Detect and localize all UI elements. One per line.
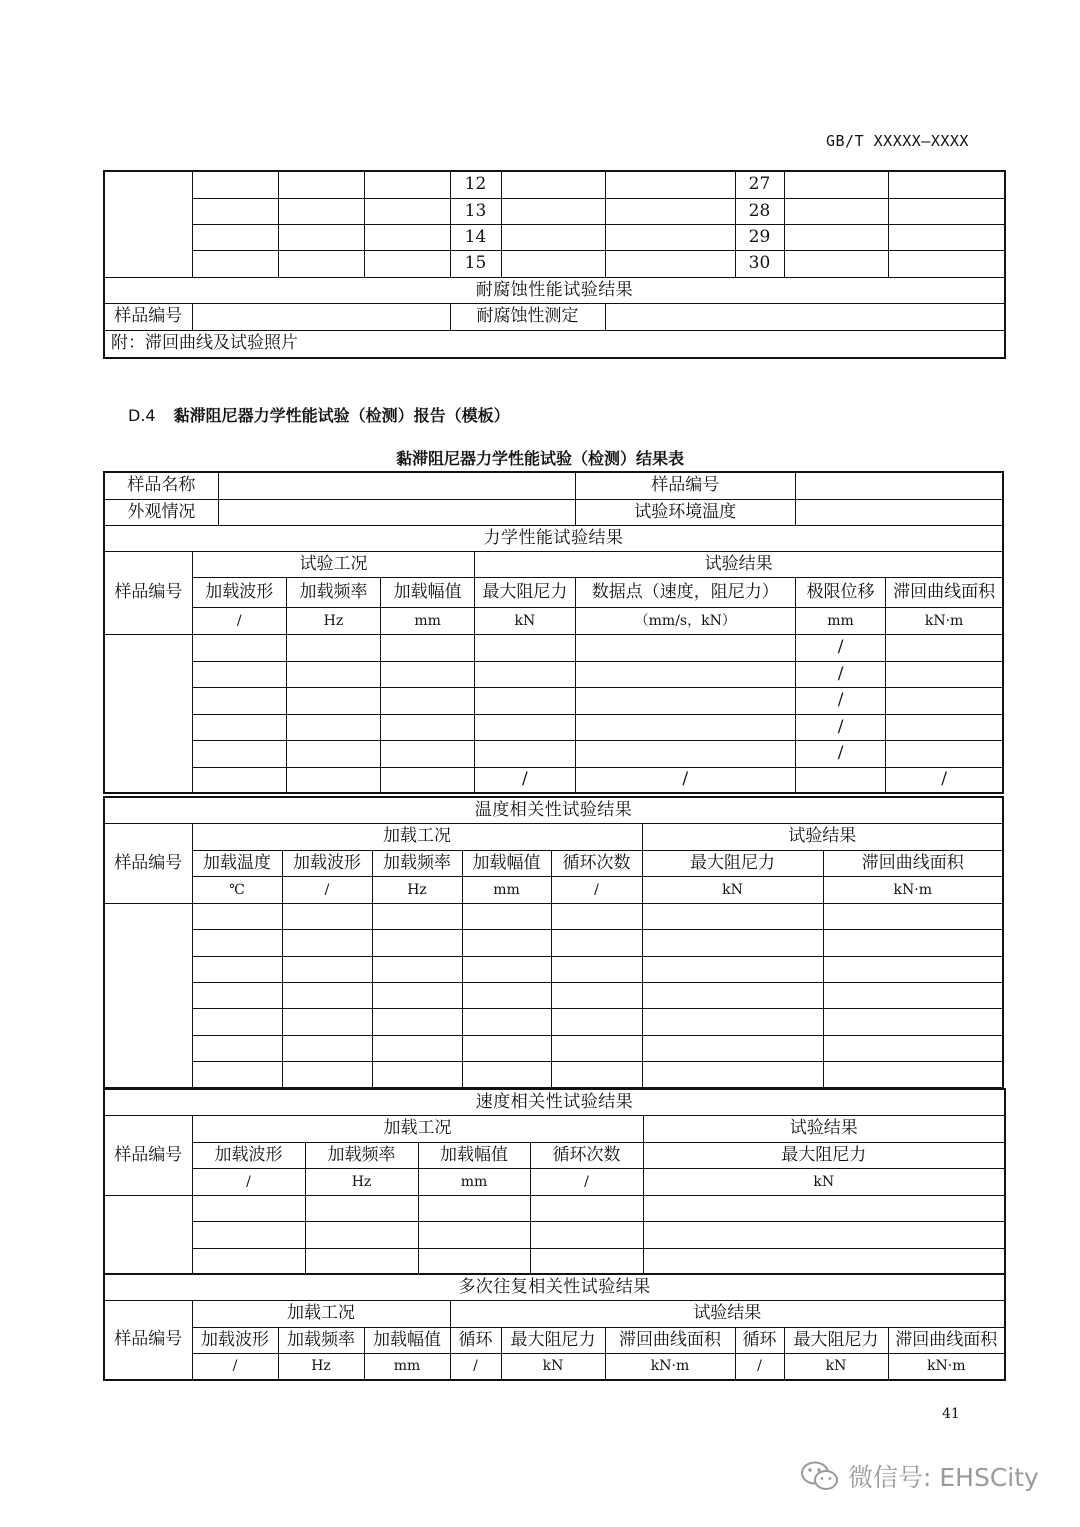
table-row (104, 1221, 1005, 1248)
col-header: 加载频率 (372, 850, 462, 876)
unit-cell: / (735, 1353, 784, 1380)
table-row (104, 634, 1003, 661)
col-header: 滞回曲线面积 (823, 850, 1003, 876)
col-header: 循环 (735, 1327, 784, 1353)
attachment-note: 附：滞回曲线及试验照片 (104, 330, 1005, 358)
slash-cell: / (795, 714, 885, 740)
unit-cell: / (282, 876, 372, 903)
col-header: 循环 (450, 1327, 501, 1353)
col-header: 加载波形 (282, 850, 372, 876)
col-header: 加载频率 (305, 1142, 418, 1168)
col-header: 数据点（速度，阻尼力） (575, 577, 795, 607)
table-row (104, 171, 1005, 198)
unit-cell: ℃ (192, 876, 282, 903)
result-header: 试验结果 (643, 1115, 1005, 1142)
mech-section-title: 力学性能试验结果 (104, 525, 1003, 551)
table-row (104, 956, 1003, 982)
condition-header: 加载工况 (192, 1300, 450, 1327)
table-row (104, 740, 1003, 767)
unit-cell: mm (462, 876, 551, 903)
slash-cell: / (886, 767, 1003, 793)
row-number: 29 (735, 224, 784, 250)
col-header: 滞回曲线面积 (888, 1327, 1005, 1353)
col-header: 加载幅值 (462, 850, 551, 876)
result-header: 试验结果 (475, 551, 1003, 577)
col-header: 加载波形 (192, 1142, 305, 1168)
speed-results-table (103, 1088, 1006, 1275)
table-row (104, 1248, 1005, 1274)
multi-cycle-results-table (103, 1273, 1006, 1381)
slash-cell: / (795, 740, 885, 767)
unit-cell: / (192, 607, 286, 634)
section-heading (128, 403, 510, 426)
corrosion-section-title: 耐腐蚀性能试验结果 (104, 277, 1005, 303)
unit-cell: kN·m (823, 876, 1003, 903)
table-row (104, 198, 1005, 224)
col-header: 加载幅值 (418, 1142, 530, 1168)
speed-section-title: 速度相关性试验结果 (104, 1089, 1005, 1115)
col-header: 滞回曲线面积 (605, 1327, 735, 1353)
col-header: 滞回曲线面积 (886, 577, 1003, 607)
corrosion-measure-label: 耐腐蚀性测定 (450, 303, 605, 330)
row-number: 15 (450, 250, 501, 277)
sample-no-label: 样品编号 (104, 303, 192, 330)
row-number: 27 (735, 171, 784, 198)
col-header: 加载温度 (192, 850, 282, 876)
watermark-text: 微信号: EHSCity (848, 1463, 1039, 1492)
standard-number: GB/T XXXXX—XXXX (826, 132, 969, 150)
col-header: 循环次数 (551, 850, 642, 876)
unit-cell: kN (501, 1353, 605, 1380)
row-number: 12 (450, 171, 501, 198)
unit-cell: mm (418, 1168, 530, 1195)
section-number: D.4 (128, 406, 156, 425)
table-row (104, 767, 1003, 793)
sample-no-label: 样品编号 (104, 551, 192, 634)
unit-cell: kN (643, 1168, 1005, 1195)
col-header: 最大阻尼力 (642, 850, 823, 876)
unit-cell: / (551, 876, 642, 903)
sample-no-label: 样品编号 (104, 823, 192, 903)
unit-cell: mm (364, 1353, 450, 1380)
col-header: 循环次数 (530, 1142, 643, 1168)
unit-cell: kN (642, 876, 823, 903)
slash-cell: / (795, 661, 885, 687)
condition-header: 加载工况 (192, 1115, 643, 1142)
unit-cell: / (450, 1353, 501, 1380)
sample-no-label: 样品编号 (104, 1115, 192, 1195)
condition-header: 试验工况 (192, 551, 475, 577)
env-temp-label: 试验环境温度 (575, 499, 795, 525)
col-header: 加载频率 (278, 1327, 364, 1353)
watermark (800, 1458, 1039, 1494)
wechat-icon (800, 1460, 840, 1492)
unit-cell: mm (795, 607, 885, 634)
mechanical-results-table (103, 471, 1004, 794)
col-header: 最大阻尼力 (501, 1327, 605, 1353)
sample-no-label: 样品编号 (575, 472, 795, 499)
result-header: 试验结果 (450, 1300, 1005, 1327)
table-row (104, 903, 1003, 929)
row-number: 13 (450, 198, 501, 224)
col-header: 最大阻尼力 (475, 577, 575, 607)
sample-no-label: 样品编号 (104, 1300, 192, 1380)
table-row (104, 687, 1003, 714)
unit-cell: / (530, 1168, 643, 1195)
unit-cell: kN (784, 1353, 888, 1380)
col-header: 极限位移 (795, 577, 885, 607)
unit-cell: Hz (278, 1353, 364, 1380)
unit-cell: Hz (286, 607, 380, 634)
table-row (104, 714, 1003, 740)
unit-cell: Hz (372, 876, 462, 903)
slash-cell: / (475, 767, 575, 793)
unit-cell: Hz (305, 1168, 418, 1195)
temp-section-title: 温度相关性试验结果 (104, 797, 1003, 823)
section-title: 黏滞阻尼器力学性能试验（检测）报告（模板） (173, 406, 510, 425)
unit-cell: kN·m (888, 1353, 1005, 1380)
condition-header: 加载工况 (192, 823, 642, 850)
table-title: 黏滞阻尼器力学性能试验（检测）结果表 (395, 449, 684, 468)
table-row (104, 1008, 1003, 1035)
row-number: 28 (735, 198, 784, 224)
unit-cell: kN·m (605, 1353, 735, 1380)
unit-cell: / (192, 1168, 305, 1195)
col-header: 加载频率 (286, 577, 380, 607)
page-number: 41 (942, 1406, 960, 1422)
top-results-table (103, 170, 1006, 359)
table-row (104, 250, 1005, 277)
unit-cell: kN (475, 607, 575, 634)
col-header: 加载波形 (192, 1327, 278, 1353)
slash-cell: / (575, 767, 795, 793)
table-row (104, 982, 1003, 1008)
appearance-label: 外观情况 (104, 499, 218, 525)
table-row (104, 929, 1003, 956)
result-header: 试验结果 (642, 823, 1003, 850)
table-row (104, 1195, 1005, 1221)
table-row (104, 661, 1003, 687)
col-header: 加载波形 (192, 577, 286, 607)
multi-section-title: 多次往复相关性试验结果 (104, 1274, 1005, 1300)
unit-cell: mm (381, 607, 475, 634)
table-row (104, 224, 1005, 250)
row-number: 30 (735, 250, 784, 277)
slash-cell: / (795, 634, 885, 661)
unit-cell: / (192, 1353, 278, 1380)
table-row (104, 1061, 1003, 1088)
col-header: 最大阻尼力 (784, 1327, 888, 1353)
unit-cell: （mm/s，kN） (575, 607, 795, 634)
unit-cell: kN·m (886, 607, 1003, 634)
col-header: 最大阻尼力 (643, 1142, 1005, 1168)
sample-name-label: 样品名称 (104, 472, 218, 499)
row-number: 14 (450, 224, 501, 250)
slash-cell: / (795, 687, 885, 714)
col-header: 加载幅值 (364, 1327, 450, 1353)
table-row (104, 1035, 1003, 1061)
temperature-results-table (103, 796, 1004, 1089)
col-header: 加载幅值 (381, 577, 475, 607)
